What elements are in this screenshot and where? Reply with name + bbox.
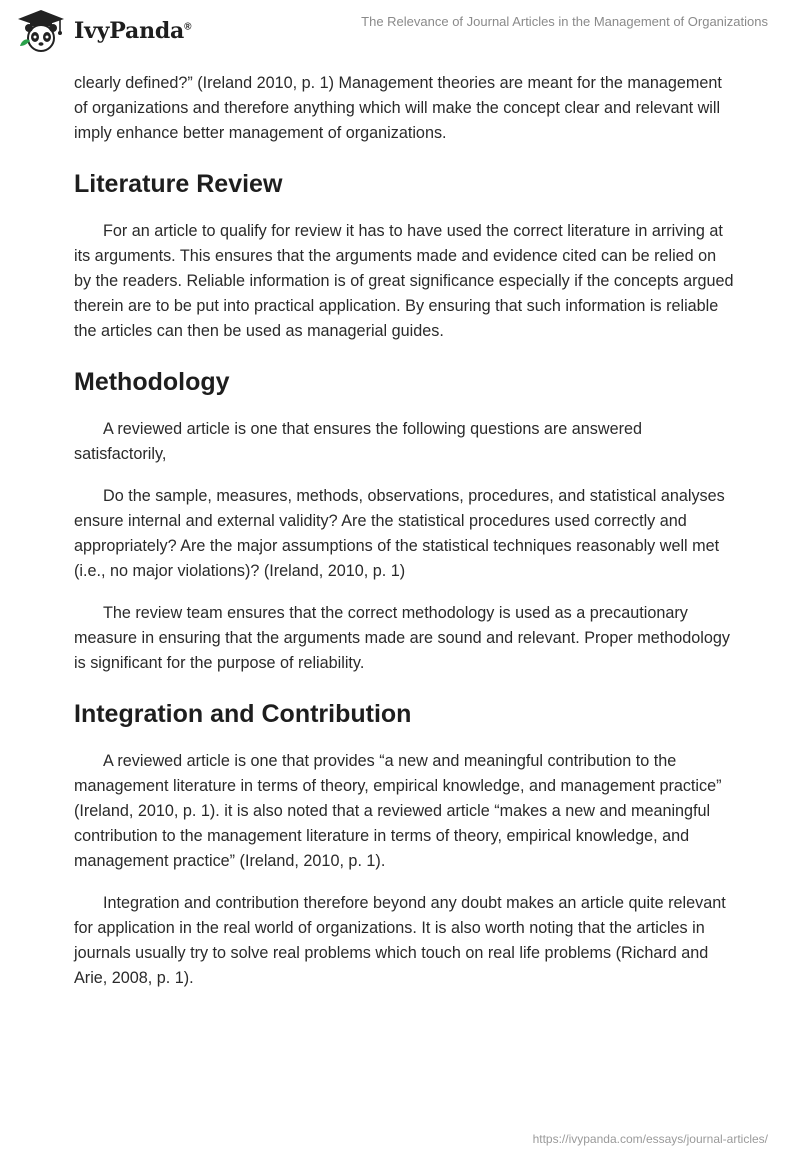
block-quote-paragraph: Do the sample, measures, methods, observations, procedures, and statistical analyses ensure internal and external validity? Are the statistical procedures used correctly and appropriately? Are the major assumptions of the statistical techniques reasonably well met (i.e., no major violations)? (Ireland, 2010, p. 1) [74, 487, 725, 580]
page-header [0, 0, 800, 64]
essay-body [74, 71, 734, 1008]
panda-logo-icon [14, 8, 68, 54]
heading-integration-and-contribution: Integration and Contribution [74, 700, 412, 728]
document-title: The Relevance of Journal Articles in the Management of Organizations [361, 14, 768, 29]
heading-literature-review: Literature Review [74, 170, 283, 198]
logo-wordmark: IvyPanda® [74, 18, 192, 44]
intro-paragraph: clearly defined?” (Ireland 2010, p. 1) Management theories are meant for the management of organizations and therefore anything which will make the concept clear and relevant will imply enhance better management of organizations. [74, 74, 722, 142]
paragraph: A reviewed article is one that provides “a new and meaningful contribution to the management literature in terms of theory, empirical knowledge, and management practice” (Ireland, 2010, p. 1). it is also noted that a reviewed article “makes a new and meaningful contribution to the management literature in terms of theory, empirical knowledge, and management practice” (Ireland, 2010, p. 1). [74, 752, 722, 870]
paragraph: The review team ensures that the correct methodology is used as a precautionary measure in ensuring that the arguments made are sound and relevant. Proper methodology is significant for the purpose of reliability. [74, 604, 730, 672]
ivypanda-logo[interactable] [14, 8, 191, 54]
paragraph: Integration and contribution therefore beyond any doubt makes an article quite relevant for application in the real world of organizations. It is also worth noting that the articles in journals usually try to solve real problems which touch on real life problems (Richard and Arie, 2008, p. 1). [74, 894, 726, 987]
paragraph: For an article to qualify for review it has to have used the correct literature in arriving at its arguments. This ensures that the arguments made and evidence cited can be relied on by the readers. Reliable information is of great significance especially if the concepts argued therein are to be put into practical application. By ensuring that such information is reliable the articles can then be used as managerial guides. [74, 222, 734, 340]
heading-methodology: Methodology [74, 368, 230, 396]
source-url-link[interactable]: https://ivypanda.com/essays/journal-articles/ [532, 1132, 768, 1146]
paragraph: A reviewed article is one that ensures the following questions are answered satisfactorily, [74, 420, 642, 463]
